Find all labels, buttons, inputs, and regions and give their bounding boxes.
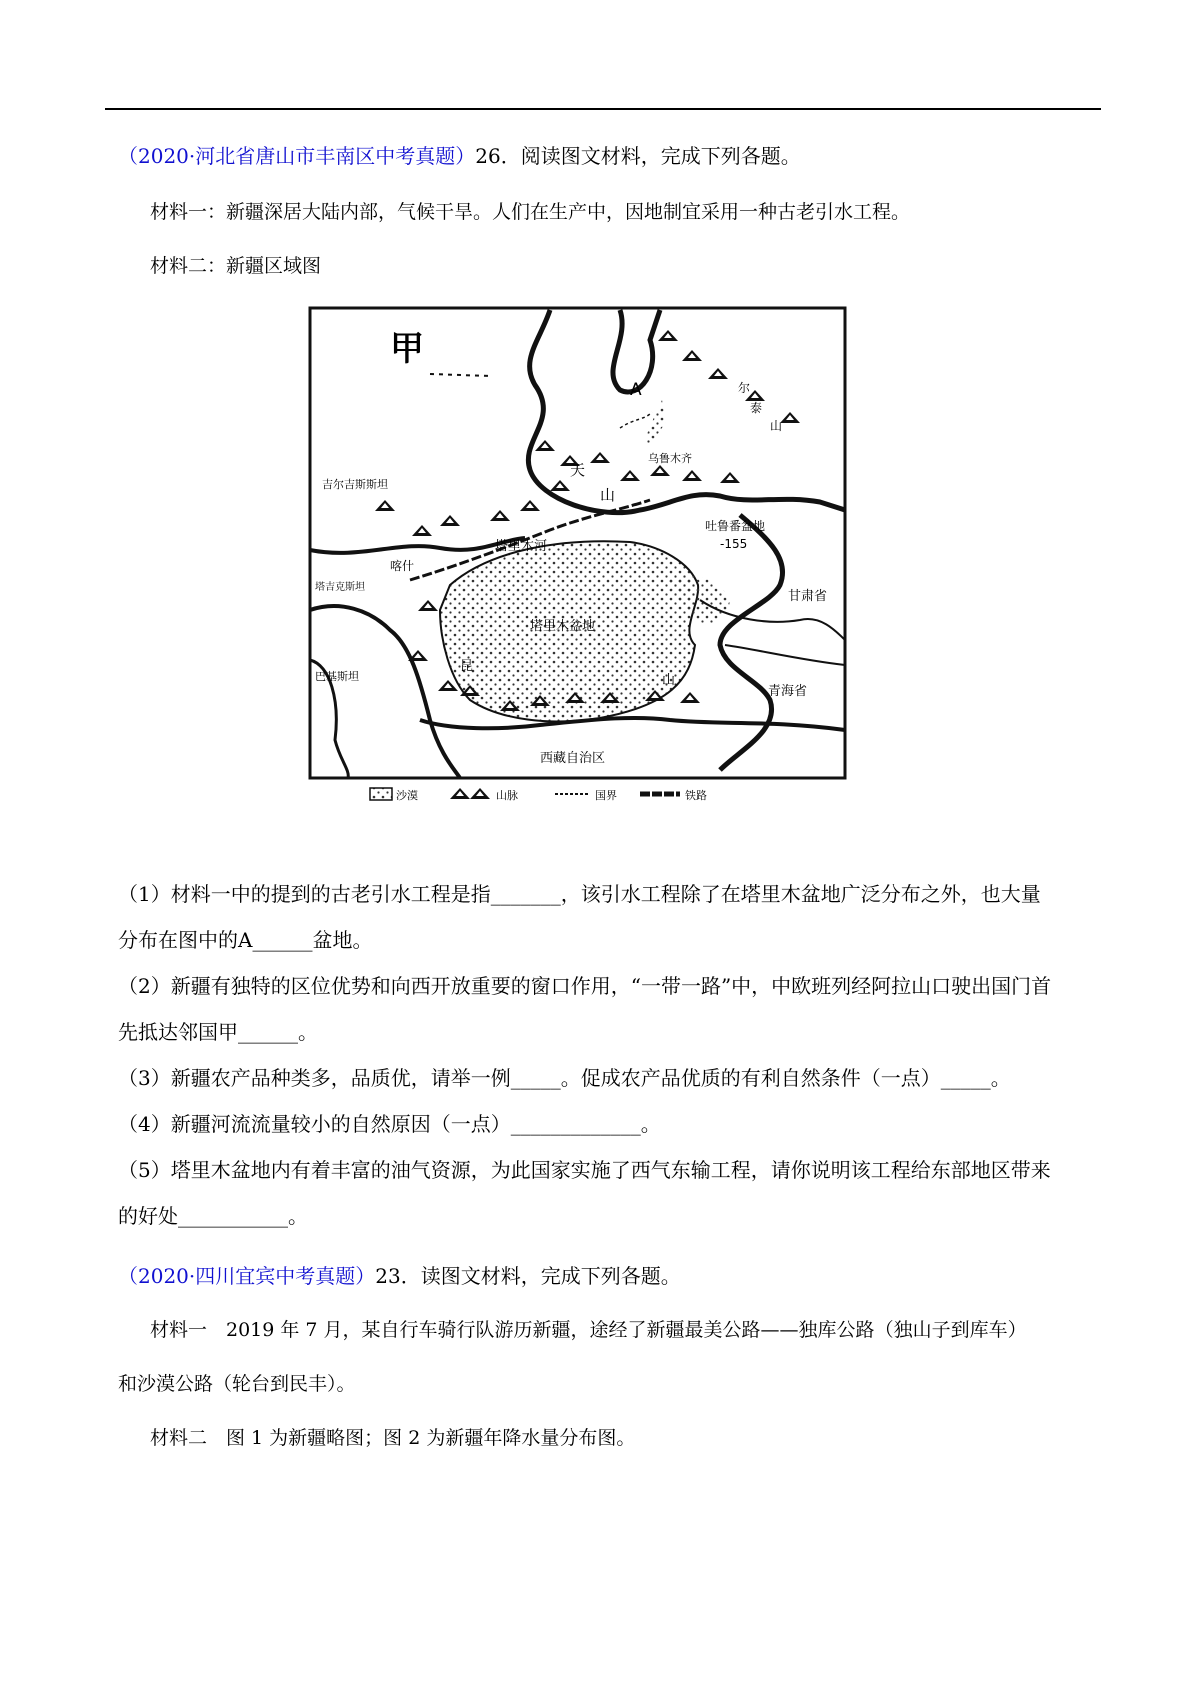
legend-railway-label: 铁路 <box>685 789 707 802</box>
question-26-sub2-line1: （2）新疆有独特的区位优势和向西开放重要的窗口作用，“一带一路”中，中欧班列经阿拉山口驶出国门首 <box>118 974 1052 998</box>
question-23-header <box>118 1262 681 1290</box>
question-26-sub5-line1: （5）塔里木盆地内有着丰富的油气资源，为此国家实施了西气东输工程，请你说明该工程给东部地区带来 <box>118 1158 1051 1182</box>
map-label-kunlun-2: 山 <box>662 673 676 688</box>
legend-mountain-label: 山脉 <box>496 789 518 802</box>
map-label-kunlun-1: 昆 <box>460 659 474 674</box>
header-rule <box>105 108 1101 110</box>
map-label-kashgar: 喀什 <box>390 559 415 573</box>
map-label-tajikistan: 塔吉克斯坦 <box>315 582 365 593</box>
map-label-tianshan-1: 天 <box>570 461 586 479</box>
question-26-material-1: 材料一：新疆深居大陆内部，气候干旱。人们在生产中，因地制宜采用一种古老引水工程。 <box>150 201 911 223</box>
map-label-tarim-river: 塔里木河 <box>495 539 548 554</box>
question-23-material-1-line2: 和沙漠公路（轮台到民丰）。 <box>118 1373 356 1395</box>
question-23-source[interactable]: （2020·四川宜宾中考真题） <box>118 1264 376 1288</box>
legend-boundary-label: 国界 <box>595 789 617 802</box>
map-label-urumqi: 乌鲁木齐 <box>648 452 692 465</box>
map-label-tianshan-2: 山 <box>600 486 616 504</box>
map-label-a: A <box>630 380 642 400</box>
question-26-sub3: （3）新疆农产品种类多，品质优，请举一例_____。促成农产品优质的有利自然条件（一点）_____。 <box>118 1066 1011 1090</box>
question-23-title: 23．读图文材料，完成下列各题。 <box>375 1264 681 1288</box>
map-legend <box>370 788 707 802</box>
map-label-jia: 甲 <box>390 329 424 369</box>
question-26-sub4: （4）新疆河流流量较小的自然原因（一点）_____________。 <box>118 1112 661 1136</box>
map-label-altai-1: 尔 <box>738 381 751 395</box>
question-26-title: 26．阅读图文材料，完成下列各题。 <box>475 144 801 168</box>
legend-desert-icon <box>370 788 392 800</box>
map-label-altai-3: 山 <box>770 419 783 433</box>
question-23-material-1-line1: 材料一 2019 年 7 月，某自行车骑行队游历新疆，途经了新疆最美公路——独库公路（独山子到库车） <box>150 1319 1027 1341</box>
map-label-kyrgyzstan: 吉尔吉斯斯坦 <box>322 478 388 491</box>
map-label-qinghai: 青海省 <box>768 684 808 699</box>
map-label-tarim-basin: 塔里木盆地 <box>530 619 596 634</box>
map-label-pakistan: 巴基斯坦 <box>315 670 359 683</box>
question-26-sub5-line2: 的好处___________。 <box>118 1204 308 1228</box>
map-label-elevation: -155 <box>720 537 748 551</box>
question-26-sub1-line2: 分布在图中的A______盆地。 <box>118 928 373 952</box>
map-label-altai-2: 泰 <box>750 401 763 415</box>
question-26-source[interactable]: （2020·河北省唐山市丰南区中考真题） <box>118 144 476 168</box>
question-26-header <box>118 142 801 170</box>
question-26-sub2-line2: 先抵达邻国甲______。 <box>118 1020 318 1044</box>
question-26-sub1-line1: （1）材料一中的提到的古老引水工程是指_______，该引水工程除了在塔里木盆地广泛分布之外，也大量 <box>118 882 1041 906</box>
question-26-material-2: 材料二：新疆区域图 <box>150 255 322 277</box>
legend-desert-label: 沙漠 <box>396 789 418 802</box>
map-label-gansu: 甘肃省 <box>788 589 828 604</box>
map-label-turpan: 吐鲁番盆地 <box>705 519 766 533</box>
question-23-material-2: 材料二 图 1 为新疆略图；图 2 为新疆年降水量分布图。 <box>150 1427 636 1449</box>
map-label-tibet: 西藏自治区 <box>540 751 606 766</box>
xinjiang-region-map <box>300 300 900 850</box>
